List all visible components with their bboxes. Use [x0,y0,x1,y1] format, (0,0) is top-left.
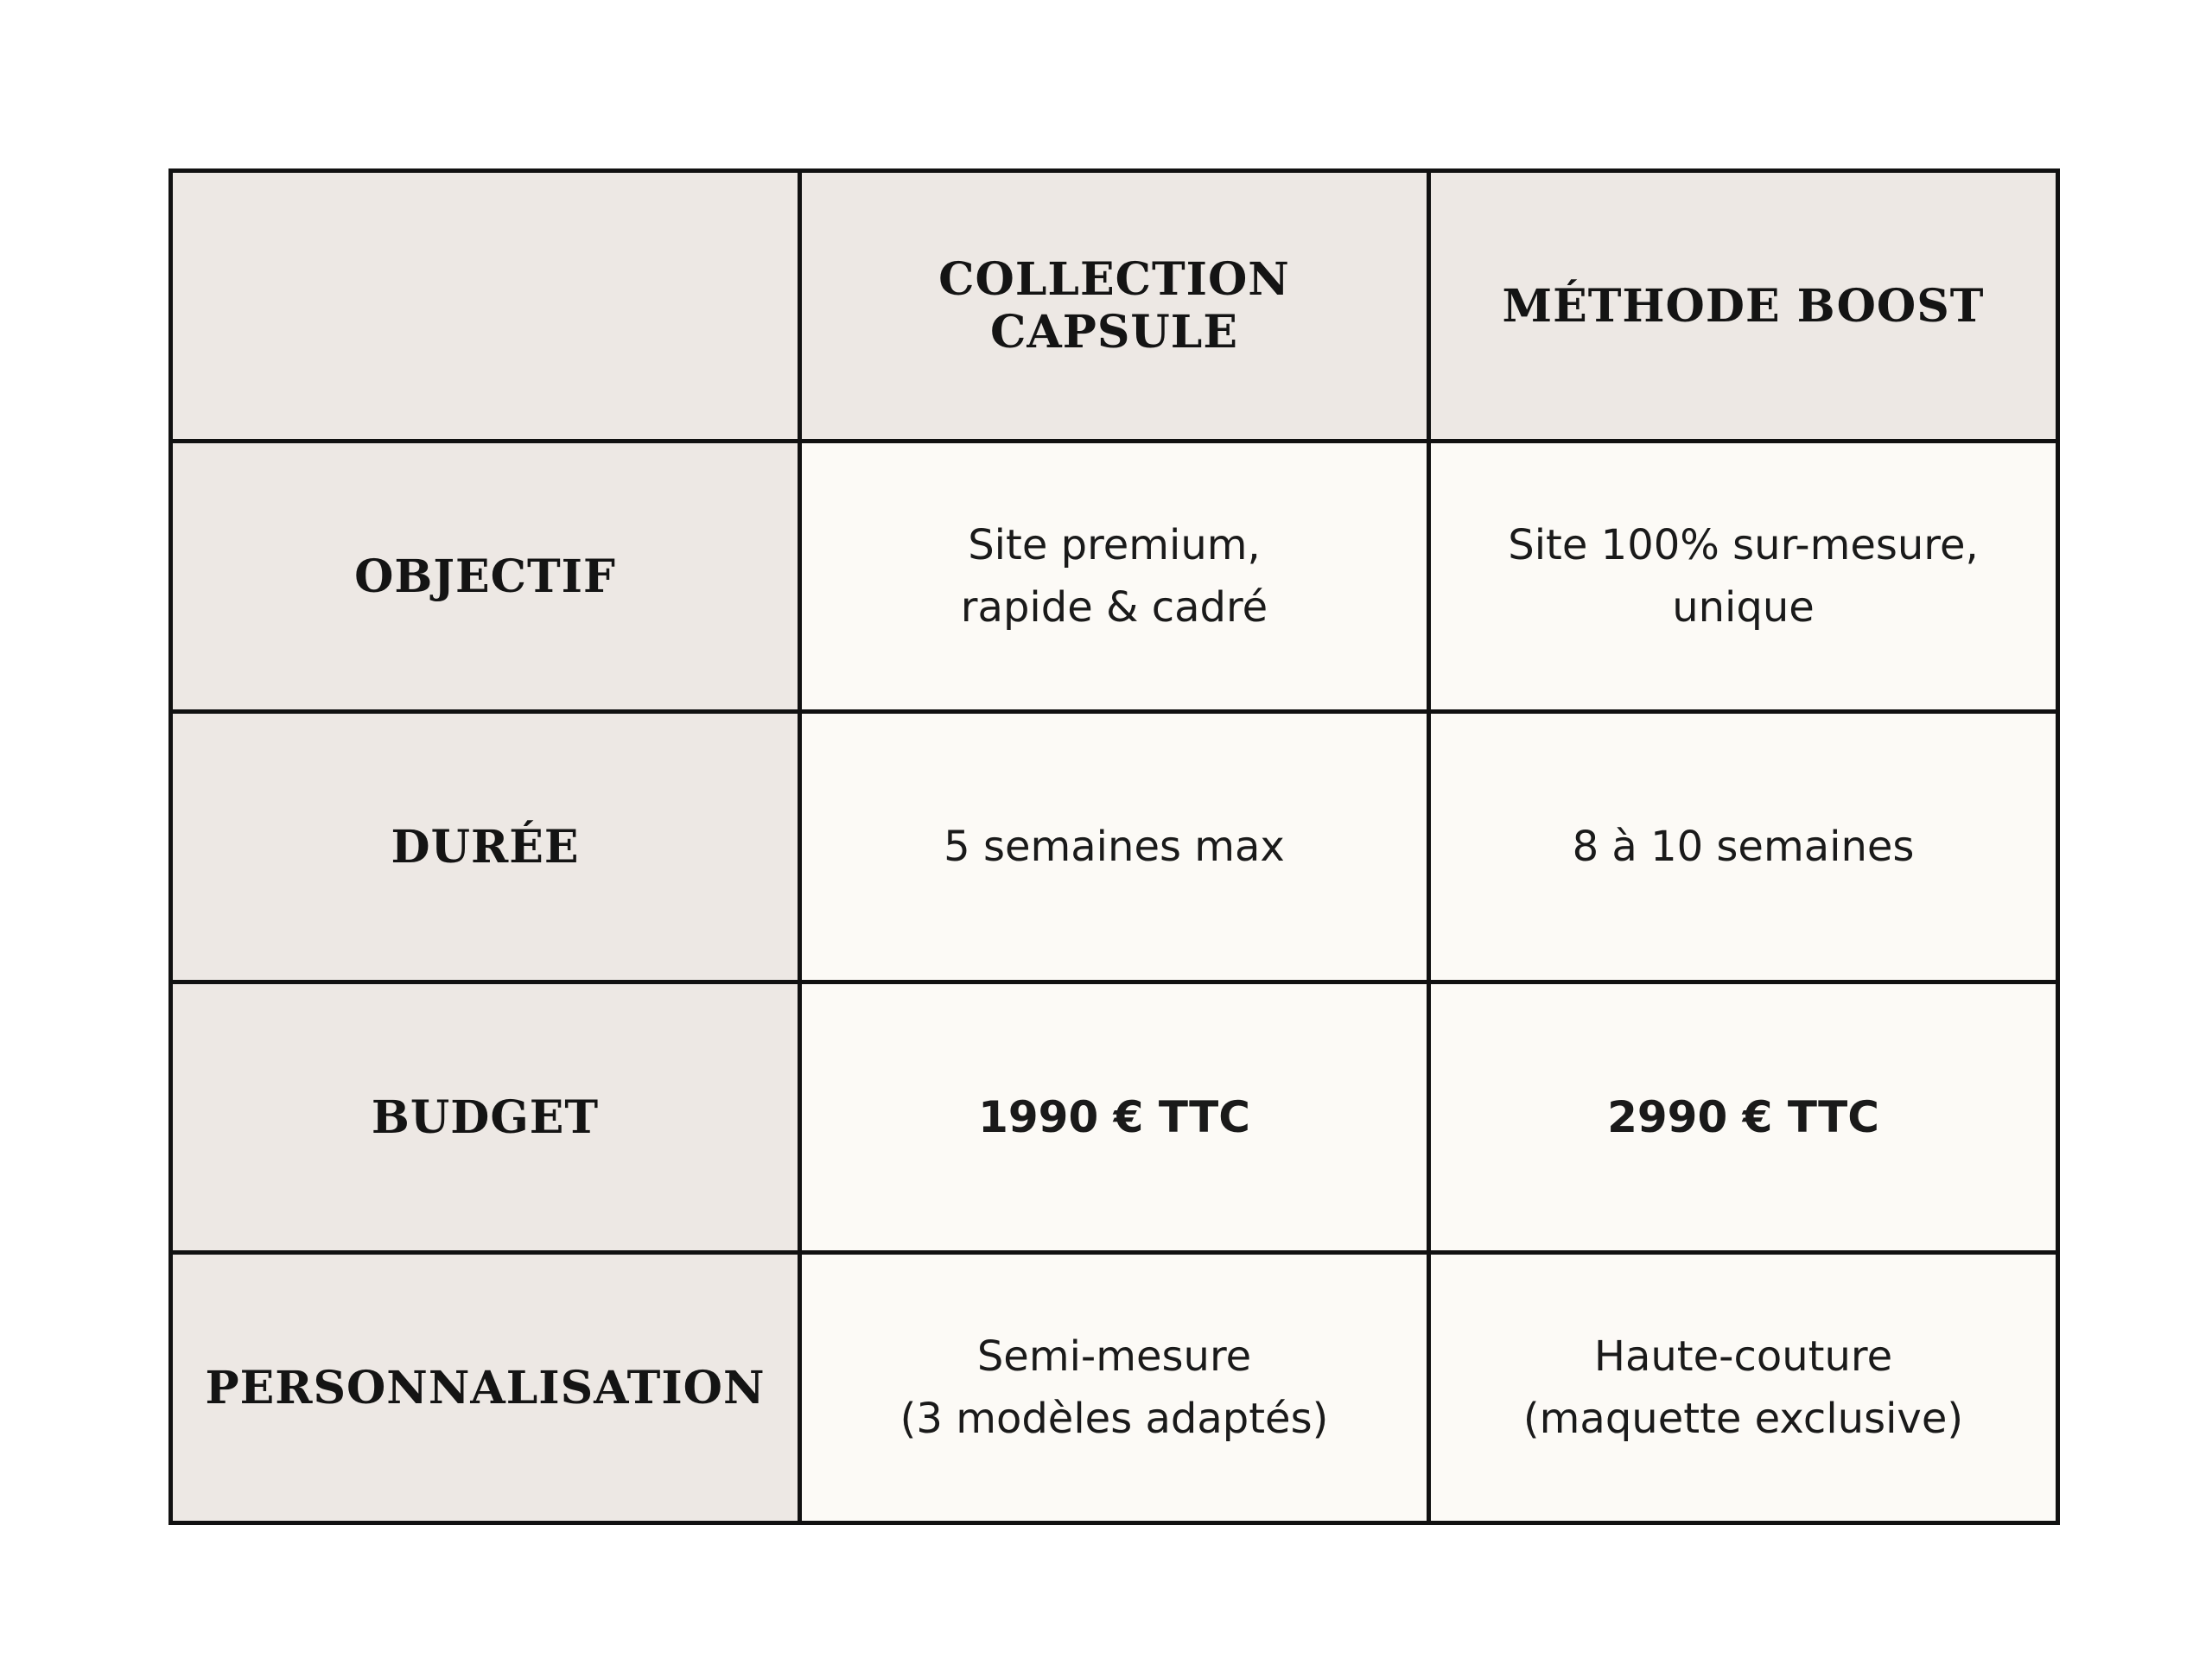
capsule-price: 1990 € TTC [978,1092,1250,1142]
row-label-cell [171,982,800,1253]
row-personnalisation [171,1253,2058,1523]
row-label-cell [171,442,800,712]
value-line: Haute-couture [1593,1332,1893,1381]
value-line: unique [1672,583,1815,632]
boost-value-cell [1429,982,2058,1253]
comparison-table [168,168,2060,1525]
value-line: (3 modèles adaptés) [899,1395,1329,1443]
boost-value [1448,1325,2038,1450]
column-header-boost-label: MÉTHODE BOOST [1502,279,1985,333]
boost-value-cell [1429,442,2058,712]
row-label: OBJECTIF [354,550,616,603]
capsule-value-cell [800,1253,1429,1523]
corner-cell [171,171,800,442]
row-label-cell [171,1253,800,1523]
row-label: BUDGET [371,1090,600,1144]
boost-value-cell [1429,712,2058,982]
value-line: Site premium, [968,521,1261,569]
boost-value-cell [1429,1253,2058,1523]
capsule-value-cell [800,982,1429,1253]
header-row [171,171,2058,442]
column-header-boost [1429,171,2058,442]
row-label: PERSONNALISATION [205,1361,766,1414]
value-line: (maquette exclusive) [1522,1395,1964,1443]
capsule-value [819,514,1409,639]
capsule-value-cell [800,712,1429,982]
boost-price: 2990 € TTC [1607,1092,1879,1142]
row-label: DURÉE [391,820,580,874]
value-line: Site 100% sur-mesure, [1508,521,1979,569]
capsule-value-cell [800,442,1429,712]
boost-value [1448,514,2038,639]
capsule-value [819,1325,1409,1450]
boost-value: 8 à 10 semaines [1572,823,1915,871]
column-header-capsule [800,171,1429,442]
row-objectif [171,442,2058,712]
capsule-value: 5 semaines max [944,823,1285,871]
value-line: rapide & cadré [960,583,1268,632]
row-duree [171,712,2058,982]
row-label-cell [171,712,800,982]
column-header-capsule-label: COLLECTION CAPSULE [938,253,1290,359]
row-budget [171,982,2058,1253]
value-line: Semi-mesure [976,1332,1252,1381]
